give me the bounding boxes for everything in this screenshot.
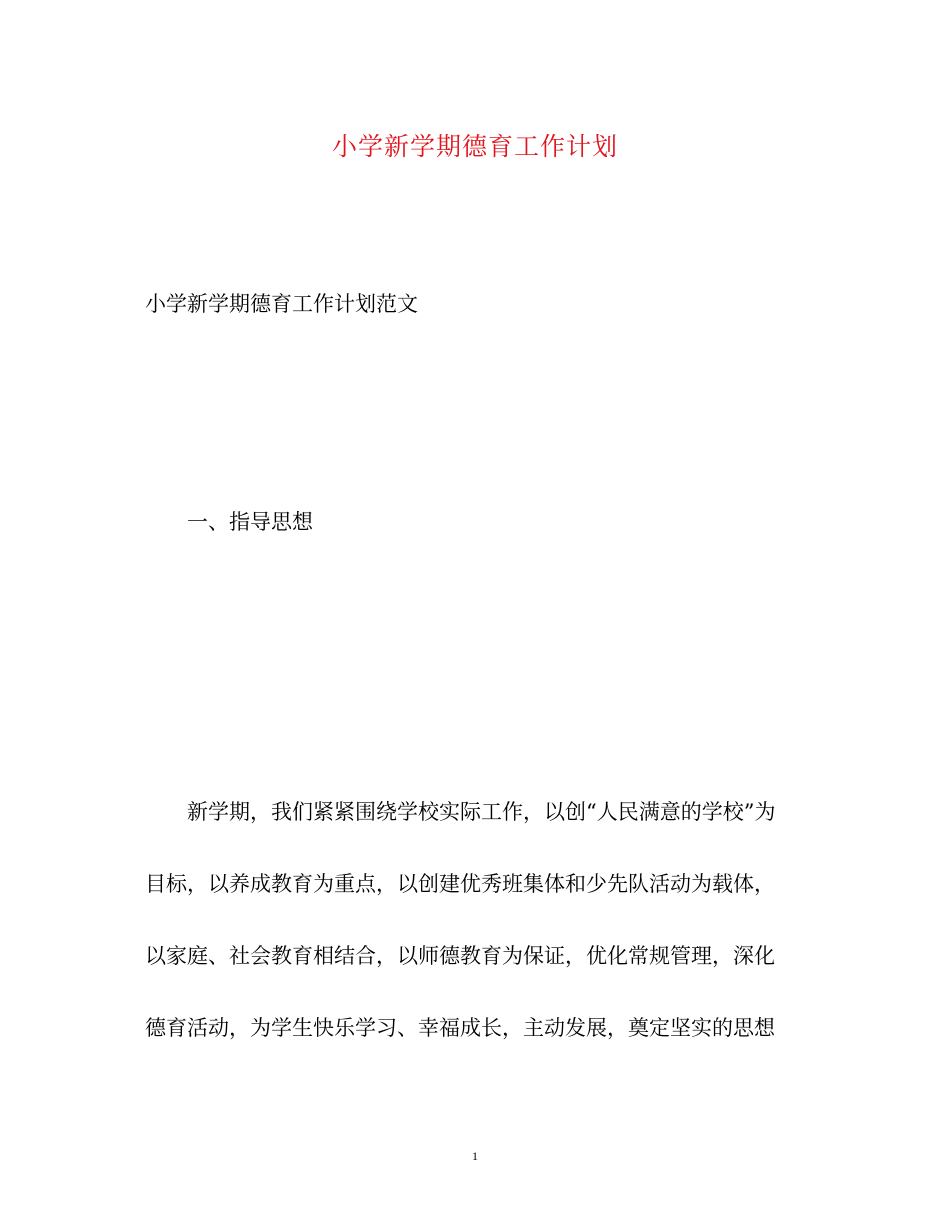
paragraph-line: 德育活动，为学生快乐学习、幸福成长，主动发展，奠定坚实的思想 [145, 1016, 775, 1040]
page-number: 1 [472, 1149, 478, 1163]
paragraph-guiding-ideology [145, 796, 805, 1084]
paragraph-line: 以家庭、社会教育相结合，以师德教育为保证，优化常规管理，深化 [145, 944, 775, 968]
paragraph-line: 目标，以养成教育为重点，以创建优秀班集体和少先队活动为载体， [145, 872, 775, 896]
section-heading-guiding-ideology: 一、指导思想 [187, 510, 313, 534]
document-subtitle: 小学新学期德育工作计划范文 [145, 292, 418, 316]
paragraph-line: 新学期，我们紧紧围绕学校实际工作，以创“人民满意的学校”为 [187, 800, 776, 824]
document-title: 小学新学期德育工作计划 [331, 132, 618, 161]
